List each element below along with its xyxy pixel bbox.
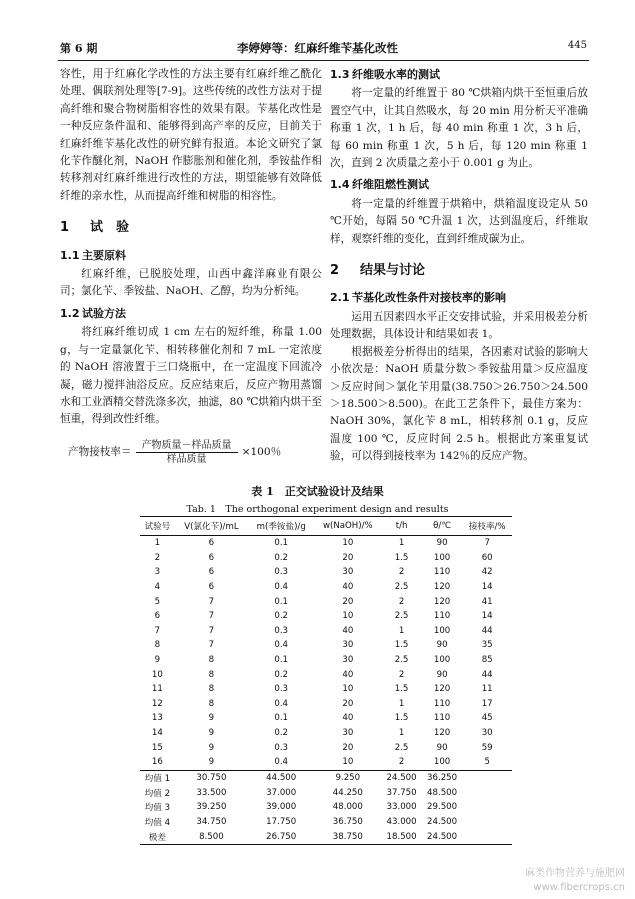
table-cell: 3 bbox=[154, 567, 161, 578]
table-cell: 12 bbox=[151, 698, 163, 709]
table-row bbox=[140, 609, 512, 624]
table-cell: 120 bbox=[433, 684, 451, 695]
table-cell: 24.500 bbox=[381, 770, 422, 785]
subsection-title: 试验方法 bbox=[82, 306, 126, 320]
table-cell: 29.500 bbox=[427, 802, 458, 813]
table-cell: 100 bbox=[433, 625, 451, 636]
table-cell: 0.3 bbox=[274, 625, 289, 636]
table-cell: 1 bbox=[398, 728, 405, 739]
subsection-title: 纤维吸水率的测试 bbox=[352, 68, 440, 81]
header-cell: m(季铵盐)/g bbox=[248, 517, 314, 536]
table-cell: 10 bbox=[151, 669, 163, 680]
intro-paragraph: 容性，用于红麻化学改性的方法主要有红麻纤维乙酰化处理、偶联剂处理等[7-9]。这些传统的改性方法对于提高纤维和聚合物树脂相容性的效果有限。苄基化改性是一种反应条件温和、能够得到高产率的反应，目前关于红麻纤维苄基化改性的研究鲜有报道。本论文研究了氯化苄作醚化剂，NaOH 作膨胀剂和催化剂，季铵盐作相转移剂对红麻纤维进行改性的方法，期望能够有效降低纤维的亲水性，从而提高纤维和树脂的相容性。 bbox=[60, 68, 322, 202]
table-cell: 40 bbox=[342, 669, 354, 680]
table-cell: 30 bbox=[481, 728, 493, 739]
running-title: 李婷婷等：红麻纤维苄基化改性 bbox=[237, 41, 398, 55]
table-cell: 1.5 bbox=[394, 713, 409, 724]
table-cell: 7 bbox=[208, 596, 215, 607]
table-cell: 9.250 bbox=[314, 770, 381, 785]
water-absorption-paragraph: 将一定量的纤维置于 80 ℃烘箱内烘干至恒重后放置空气中，让其自然吸水，每 20 min 用分析天平准确称重 1 次，1 h 后，每 40 min 称重 1 次，3 h 后，每 60 min 称重 1 次，5 h 后，每 120 min 称重 1 次，直到 2 次质量之差小于 0.001 g 为止。 bbox=[330, 87, 588, 170]
table-cell: 10 bbox=[342, 684, 354, 695]
table-row bbox=[140, 726, 512, 741]
table-cell: 7 bbox=[208, 611, 215, 622]
table-cell: 8 bbox=[208, 684, 215, 695]
table-cell: 8 bbox=[208, 669, 215, 680]
table-cell: 9 bbox=[208, 742, 215, 753]
table-cell: 30 bbox=[342, 728, 354, 739]
formula-rhs: ×100％ bbox=[241, 445, 282, 458]
table-cell: 15 bbox=[151, 742, 163, 753]
table-cell: 均值 2 bbox=[144, 788, 171, 799]
table-cell: 33.000 bbox=[386, 802, 417, 813]
header-cell: w(NaOH)/% bbox=[314, 517, 381, 536]
summary-row bbox=[140, 770, 512, 785]
table-cell: 8.500 bbox=[175, 830, 248, 845]
formula-denominator: 样品质量 bbox=[166, 453, 207, 465]
table-cell: 8 bbox=[208, 655, 215, 666]
table-cell: 44.250 bbox=[332, 787, 363, 798]
section-2-heading bbox=[330, 262, 588, 279]
table-cell: 14 bbox=[481, 582, 493, 593]
table-cell: 1.5 bbox=[394, 684, 409, 695]
materials-paragraph: 红麻纤维，已脱胶处理，山西中鑫洋麻业有限公司；氯化苄、季铵盐、NaOH、乙醇，均为分析纯。 bbox=[60, 268, 322, 298]
table-cell: 35 bbox=[481, 640, 493, 651]
table-cell: 6 bbox=[154, 611, 161, 622]
section-title: 试 验 bbox=[90, 220, 130, 236]
table-cell: 38.750 bbox=[314, 830, 381, 845]
table-cell: 6 bbox=[208, 582, 215, 593]
header-cell: V(氯化苄)/mL bbox=[175, 517, 248, 536]
table-cell: 120 bbox=[433, 728, 451, 739]
table-row bbox=[140, 565, 512, 580]
results-paragraph-2: 根据极差分析得出的结果，各因素对试验的影响大小依次是：NaOH 质量分数＞季铵盐用量＞反应温度＞反应时间＞氯化苄用量(38.750＞26.750＞24.500＞18.500＞8.500)。在此工艺条件下，最佳方案为：NaOH 30%，氯化苄 8 mL，相转移剂 0.1 g，反应温度 100 ℃，反应时间 2.5 h。根据此方案重复试验，可以得到接枝率为 142％的反应产物。 bbox=[330, 345, 588, 463]
table-cell: 39.000 bbox=[266, 802, 297, 813]
table-cell: 7 bbox=[484, 538, 490, 549]
table-summary bbox=[140, 770, 512, 845]
table-cell: 8 bbox=[154, 640, 161, 651]
table-cell: 36.250 bbox=[422, 770, 463, 785]
table-caption: 表 1 正交试验设计及结果 bbox=[251, 485, 384, 498]
table-cell: 16 bbox=[151, 757, 163, 768]
table-cell: 8 bbox=[208, 698, 215, 709]
table-cell: 1.5 bbox=[394, 640, 409, 651]
subsection-number: 1.3 bbox=[330, 68, 350, 81]
table-cell: 120 bbox=[433, 596, 451, 607]
table-cell: 45 bbox=[481, 713, 493, 724]
table-cell: 7 bbox=[208, 640, 215, 651]
left-column bbox=[60, 66, 322, 466]
table-cell: 0.4 bbox=[274, 640, 289, 651]
table-cell: 0.4 bbox=[274, 757, 289, 768]
table-cell: 24.500 bbox=[427, 817, 458, 828]
table-cell: 44.500 bbox=[248, 770, 314, 785]
table-cell: 18.500 bbox=[381, 830, 422, 845]
table-cell: 11 bbox=[151, 684, 163, 695]
table-cell: 5 bbox=[484, 757, 490, 768]
table-row bbox=[140, 682, 512, 697]
table-cell: 0.3 bbox=[274, 567, 289, 578]
table-cell: 90 bbox=[436, 640, 448, 651]
table-cell: 0.1 bbox=[274, 655, 289, 666]
table-cell: 42 bbox=[481, 567, 493, 578]
table-cell: 20 bbox=[342, 742, 354, 753]
table-cell: 6 bbox=[208, 552, 215, 563]
formula-fraction bbox=[136, 439, 238, 466]
table-cell: 0.2 bbox=[274, 611, 289, 622]
table-cell: 37.000 bbox=[266, 787, 297, 798]
summary-row bbox=[140, 785, 512, 800]
table-cell bbox=[462, 830, 512, 845]
table-cell: 均值 3 bbox=[144, 803, 171, 814]
table-cell: 120 bbox=[433, 582, 451, 593]
table-cell: 90 bbox=[436, 742, 448, 753]
table-row bbox=[140, 697, 512, 712]
table-cell: 0.4 bbox=[274, 582, 289, 593]
table-cell: 90 bbox=[436, 538, 448, 549]
table-cell: 14 bbox=[151, 728, 163, 739]
header-rule bbox=[58, 60, 589, 61]
orthogonal-experiment-table bbox=[140, 516, 512, 845]
table-cell: 10 bbox=[342, 538, 354, 549]
table-row bbox=[140, 653, 512, 668]
table-cell: 39.250 bbox=[196, 802, 227, 813]
table-cell: 20 bbox=[342, 552, 354, 563]
table-cell: 20 bbox=[342, 698, 354, 709]
table-cell: 7 bbox=[154, 625, 161, 636]
table-cell: 6 bbox=[208, 567, 215, 578]
subsection-1-3-heading bbox=[330, 66, 588, 83]
table-cell: 100 bbox=[433, 757, 451, 768]
table-cell: 1 bbox=[398, 698, 405, 709]
table-cell: 44 bbox=[481, 625, 493, 636]
section-number: 1 bbox=[60, 220, 70, 236]
table-cell: 36.750 bbox=[332, 817, 363, 828]
table-cell: 9 bbox=[208, 713, 215, 724]
table-cell: 10 bbox=[342, 757, 354, 768]
header-cell: θ/℃ bbox=[422, 517, 463, 536]
table-cell: 48.500 bbox=[427, 787, 458, 798]
table-cell bbox=[462, 770, 512, 785]
table-cell: 2.5 bbox=[394, 582, 409, 593]
subsection-number: 1.2 bbox=[60, 306, 80, 320]
table-cell: 37.750 bbox=[386, 787, 417, 798]
subsection-title: 苄基化改性条件对接枝率的影响 bbox=[352, 291, 506, 305]
table-cell: 14 bbox=[481, 611, 493, 622]
table-cell: 2 bbox=[398, 596, 405, 607]
table-cell: 30.750 bbox=[175, 770, 248, 785]
table-cell: 30 bbox=[342, 567, 354, 578]
table-cell: 2.5 bbox=[394, 655, 409, 666]
formula-lhs: 产物接枝率＝ bbox=[68, 445, 132, 458]
table-cell: 20 bbox=[342, 596, 354, 607]
section-title: 结果与讨论 bbox=[360, 263, 426, 279]
subsection-1-1-heading bbox=[60, 247, 322, 264]
table-cell: 110 bbox=[433, 567, 451, 578]
table-cell: 0.1 bbox=[274, 538, 289, 549]
table-cell: 59 bbox=[481, 742, 493, 753]
table-cell: 1 bbox=[154, 538, 161, 549]
table-row bbox=[140, 740, 512, 755]
table-cell: 0.2 bbox=[274, 669, 289, 680]
table-cell: 均值 4 bbox=[144, 818, 171, 829]
header-cell: 接枝率/% bbox=[462, 517, 512, 536]
table-cell: 30 bbox=[342, 640, 354, 651]
section-number: 2 bbox=[330, 263, 340, 279]
subsection-title: 纤维阻燃性测试 bbox=[352, 178, 429, 192]
table-cell bbox=[462, 800, 512, 815]
subsection-2-1-heading bbox=[330, 289, 588, 306]
table-cell: 5 bbox=[154, 596, 161, 607]
summary-row bbox=[140, 800, 512, 815]
table-cell: 0.4 bbox=[274, 698, 289, 709]
header-cell: 试验号 bbox=[140, 517, 175, 536]
table-cell: 2 bbox=[398, 669, 405, 680]
table-body bbox=[140, 536, 512, 771]
flame-retardance-paragraph: 将一定量的纤维置于烘箱中，烘箱温度设定从 50 ℃开始，每隔 50 ℃升温 1 次，达到温度后，纤维取样，观察纤维的变化，直到纤维成碳为止。 bbox=[330, 197, 588, 245]
subsection-number: 2.1 bbox=[330, 291, 350, 305]
table-cell: 0.3 bbox=[274, 684, 289, 695]
table-cell: 1.5 bbox=[394, 552, 409, 563]
watermark-site-name: 麻类作物营养与施肥网 bbox=[525, 868, 625, 879]
issue-label: 第 6 期 bbox=[60, 42, 98, 55]
table-row bbox=[140, 755, 512, 770]
table-caption-english: Tab. 1 The orthogonal experiment design and results bbox=[186, 504, 449, 515]
table-cell: 60 bbox=[481, 552, 493, 563]
results-paragraph-1: 运用五因素四水平正交安排试验，并采用极差分析处理数据，具体设计和结果如表 1。 bbox=[330, 310, 588, 341]
section-1-heading bbox=[60, 219, 322, 236]
table-cell: 44 bbox=[481, 669, 493, 680]
table-cell: 0.2 bbox=[274, 552, 289, 563]
table-cell: 2 bbox=[398, 757, 405, 768]
table-cell: 0.1 bbox=[274, 596, 289, 607]
table-cell: 2 bbox=[154, 552, 161, 563]
table-cell: 11 bbox=[481, 684, 493, 695]
table-cell: 1 bbox=[398, 538, 405, 549]
subsection-number: 1.4 bbox=[330, 178, 350, 192]
summary-row bbox=[140, 815, 512, 830]
subsection-1-4-heading bbox=[330, 176, 588, 193]
table-cell: 40 bbox=[342, 625, 354, 636]
table-cell: 2 bbox=[398, 567, 405, 578]
table-cell: 0.3 bbox=[274, 742, 289, 753]
table-cell: 33.500 bbox=[196, 787, 227, 798]
table-cell: 2.5 bbox=[394, 611, 409, 622]
table-cell: 6 bbox=[208, 538, 215, 549]
subsection-1-2-heading bbox=[60, 305, 322, 322]
table-cell: 26.750 bbox=[248, 830, 314, 845]
table-cell: 90 bbox=[436, 669, 448, 680]
table-cell: 41 bbox=[481, 596, 493, 607]
table-row bbox=[140, 580, 512, 595]
table-row bbox=[140, 624, 512, 639]
table-cell: 110 bbox=[433, 611, 451, 622]
table-cell: 40 bbox=[342, 582, 354, 593]
table-cell: 17.750 bbox=[266, 817, 297, 828]
table-cell: 极差 bbox=[140, 830, 175, 845]
table-row bbox=[140, 711, 512, 726]
table-cell: 110 bbox=[433, 698, 451, 709]
table-cell: 13 bbox=[151, 713, 163, 724]
watermark-url: www.fibercrops.cn bbox=[533, 882, 625, 893]
formula-numerator: 产物质量－样品质量 bbox=[136, 439, 238, 453]
table-cell: 1 bbox=[398, 625, 405, 636]
table-cell: 34.750 bbox=[196, 817, 227, 828]
table-cell: 9 bbox=[208, 728, 215, 739]
table-cell: 48.000 bbox=[332, 802, 363, 813]
table-row bbox=[140, 667, 512, 682]
table-cell: 100 bbox=[433, 655, 451, 666]
table-cell: 4 bbox=[154, 582, 161, 593]
table-cell: 0.1 bbox=[274, 713, 289, 724]
right-column bbox=[330, 66, 588, 466]
table-cell: 85 bbox=[481, 655, 493, 666]
table-row bbox=[140, 536, 512, 551]
table-cell: 40 bbox=[342, 713, 354, 724]
summary-row bbox=[140, 830, 512, 845]
table-cell: 30 bbox=[342, 655, 354, 666]
table-cell: 0.2 bbox=[274, 728, 289, 739]
table-cell: 均值 1 bbox=[140, 770, 175, 785]
method-paragraph: 将红麻纤维切成 1 cm 左右的短纤维，称量 1.00 g，与一定量氯化苄、相转移催化剂和 7 mL 一定浓度的 NaOH 溶液置于三口烧瓶中，在一定温度下回流冷凝，磁力搅拌油浴反应。反应结束后，反应产物用蒸馏水和工业酒精交替洗涤多次，抽滤，80 ℃烘箱内烘干至恒重，得到改性纤维。 bbox=[60, 326, 322, 426]
table-cell: 7 bbox=[208, 625, 215, 636]
table-cell: 17 bbox=[481, 698, 493, 709]
table-cell: 9 bbox=[208, 757, 215, 768]
table-cell: 110 bbox=[433, 713, 451, 724]
table-cell: 100 bbox=[433, 552, 451, 563]
table-cell: 9 bbox=[154, 655, 161, 666]
table-cell bbox=[462, 785, 512, 800]
table-cell: 10 bbox=[342, 611, 354, 622]
subsection-title: 主要原料 bbox=[82, 248, 126, 262]
page-number: 445 bbox=[567, 40, 587, 51]
table-header-row bbox=[140, 517, 512, 536]
table-row bbox=[140, 638, 512, 653]
table-cell: 24.500 bbox=[422, 830, 463, 845]
table-row bbox=[140, 551, 512, 566]
subsection-number: 1.1 bbox=[60, 248, 80, 262]
table-cell bbox=[462, 815, 512, 830]
grafting-rate-formula bbox=[68, 439, 322, 466]
header-cell: t/h bbox=[381, 517, 422, 536]
table-cell: 43.000 bbox=[386, 817, 417, 828]
table-cell: 2.5 bbox=[394, 742, 409, 753]
table-row bbox=[140, 594, 512, 609]
